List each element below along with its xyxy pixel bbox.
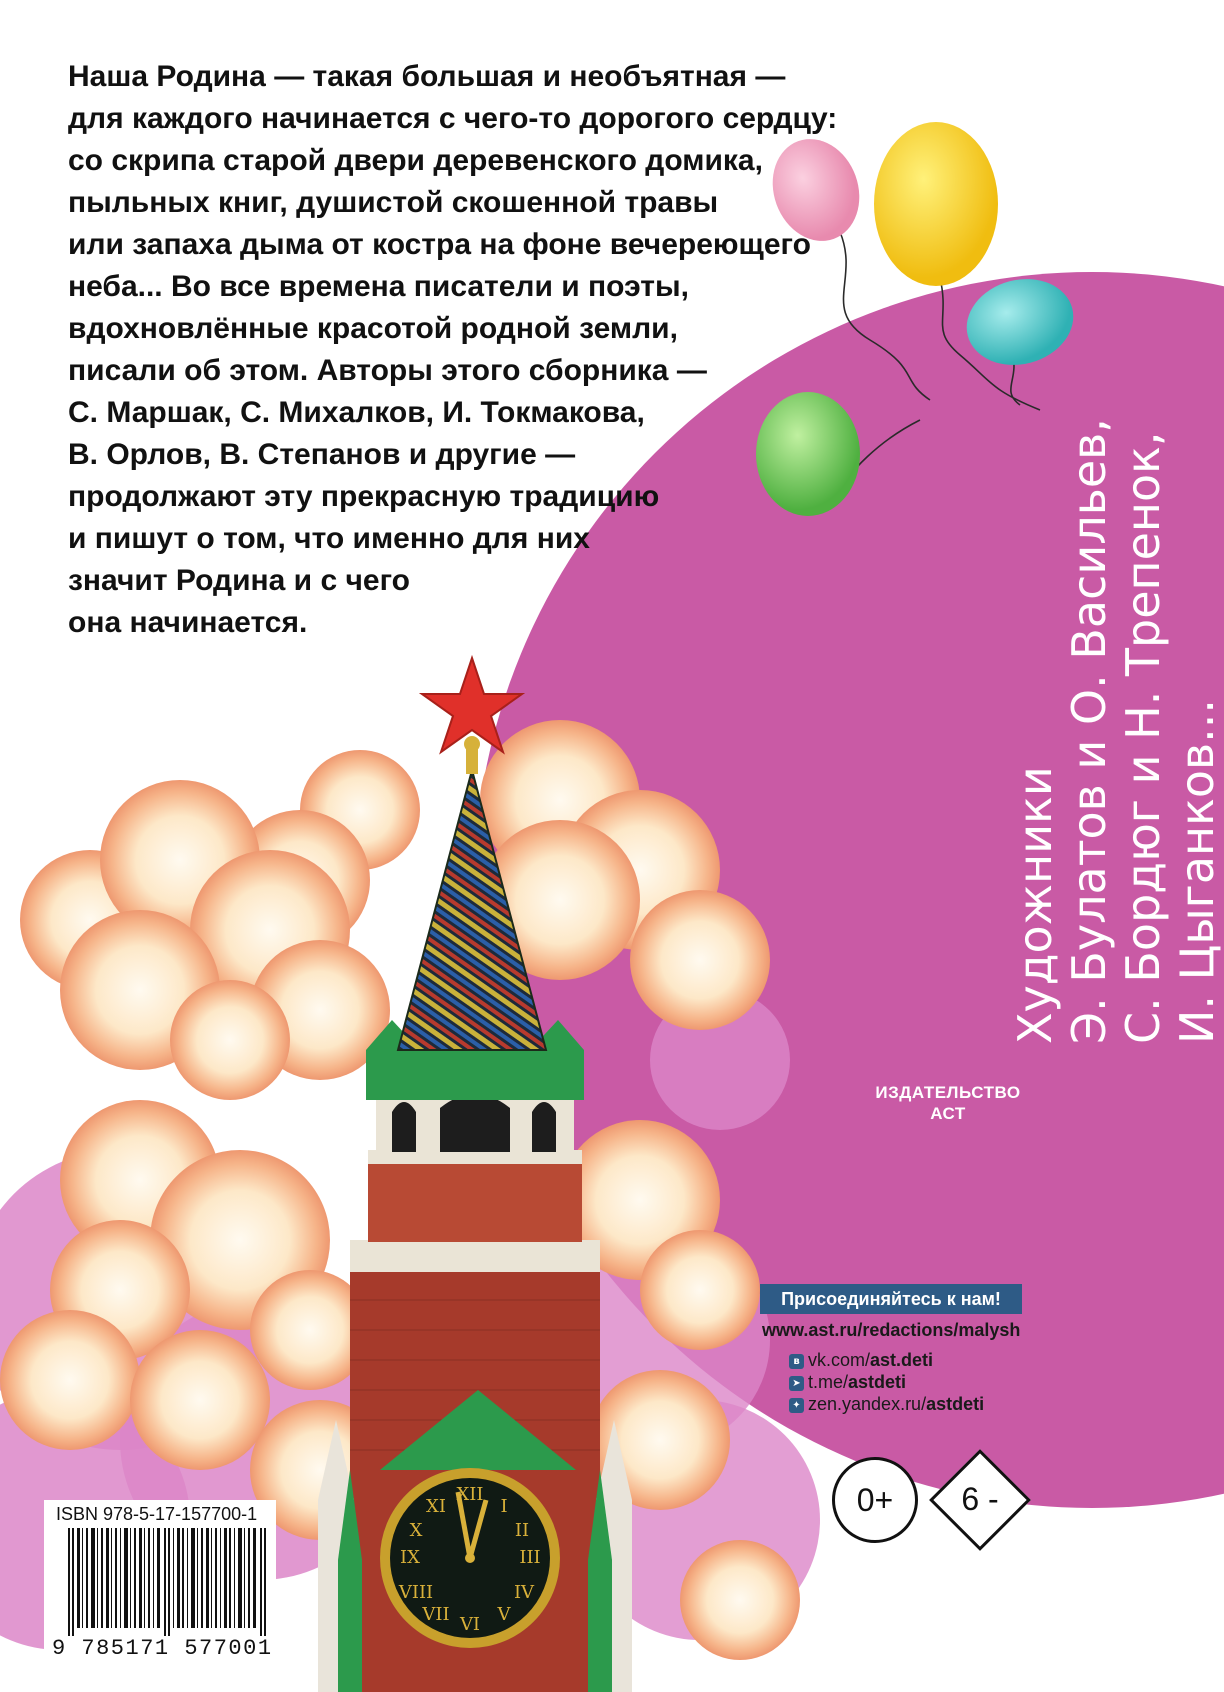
svg-text:IX: IX bbox=[400, 1547, 420, 1568]
barcode bbox=[68, 1528, 268, 1636]
svg-text:III: III bbox=[519, 1547, 541, 1568]
svg-text:IV: IV bbox=[513, 1582, 535, 1603]
blurb-line: значит Родина и с чего bbox=[68, 564, 410, 597]
social-link-vk[interactable]: vk.com/ast.deti bbox=[808, 1350, 934, 1370]
blurb-line: неба... Во все времена писатели и поэты, bbox=[68, 270, 689, 303]
blurb-line: С. Маршак, С. Михалков, И. Токмакова, bbox=[68, 396, 645, 429]
barcode-digits: 9 785171 577001 bbox=[52, 1636, 273, 1661]
svg-text:VIII: VIII bbox=[398, 1582, 434, 1603]
blurb-line: пыльных книг, душистой скошенной травы bbox=[68, 186, 719, 219]
blurb-line: В. Орлов, В. Степанов и другие — bbox=[68, 438, 576, 471]
isbn-label: ISBN 978-5-17-157700-1 bbox=[56, 1504, 258, 1524]
blurb-line: или запаха дыма от костра на фоне вечереющего bbox=[68, 228, 811, 261]
join-banner: Присоединяйтесь к нам! bbox=[760, 1284, 1022, 1314]
vk-icon: в bbox=[789, 1354, 804, 1369]
balloon-yellow bbox=[874, 122, 998, 286]
blurb-line: писали об этом. Авторы этого сборника — bbox=[68, 354, 707, 387]
svg-text:VII: VII bbox=[422, 1604, 450, 1625]
blurb-line: продолжают эту прекрасную традицию bbox=[68, 480, 660, 513]
age-rating-circle: 0+ bbox=[832, 1457, 918, 1543]
blurb-line: вдохновлённые красотой родной земли, bbox=[68, 312, 678, 345]
illustrators-line: Э. Булатов и О. Васильев, bbox=[1062, 418, 1116, 1044]
blurb-line: и пишут о том, что именно для них bbox=[68, 522, 590, 555]
svg-text:XI: XI bbox=[426, 1496, 446, 1517]
age-rating-diamond-label: 6 - bbox=[961, 1481, 999, 1517]
blurb-line: со скрипа старой двери деревенского домика, bbox=[68, 144, 763, 177]
website-link[interactable]: www.ast.ru/redactions/malysh bbox=[762, 1320, 1021, 1340]
svg-text:XII: XII bbox=[456, 1484, 484, 1505]
blurb-line: для каждого начинается с чего-то дорогого сердцу: bbox=[68, 102, 838, 135]
svg-text:V: V bbox=[497, 1604, 511, 1625]
blurb-line: она начинается. bbox=[68, 606, 308, 639]
social-link-telegram[interactable]: t.me/astdeti bbox=[808, 1372, 907, 1392]
publisher-name: АСТ bbox=[930, 1104, 966, 1123]
publisher-line: ИЗДАТЕЛЬСТВО bbox=[875, 1083, 1021, 1102]
telegram-icon: ➤ bbox=[789, 1376, 804, 1391]
svg-text:VI: VI bbox=[459, 1614, 481, 1635]
svg-text:II: II bbox=[514, 1520, 530, 1541]
svg-text:X: X bbox=[409, 1520, 423, 1541]
illustrators-line: С. Бордюг и Н. Трепенок, bbox=[1116, 431, 1170, 1044]
publisher-logo bbox=[868, 1082, 1028, 1124]
illustrators-line: И. Цыганков... bbox=[1170, 698, 1224, 1044]
blurb-line: Наша Родина — такая большая и необъятная — bbox=[68, 60, 786, 93]
illustrators-heading: Художники bbox=[1008, 766, 1062, 1044]
social-link-zen[interactable]: zen.yandex.ru/astdeti bbox=[808, 1394, 985, 1414]
zen-icon: ✦ bbox=[789, 1398, 804, 1413]
blurb-text bbox=[68, 56, 838, 644]
svg-text:I: I bbox=[500, 1496, 508, 1517]
